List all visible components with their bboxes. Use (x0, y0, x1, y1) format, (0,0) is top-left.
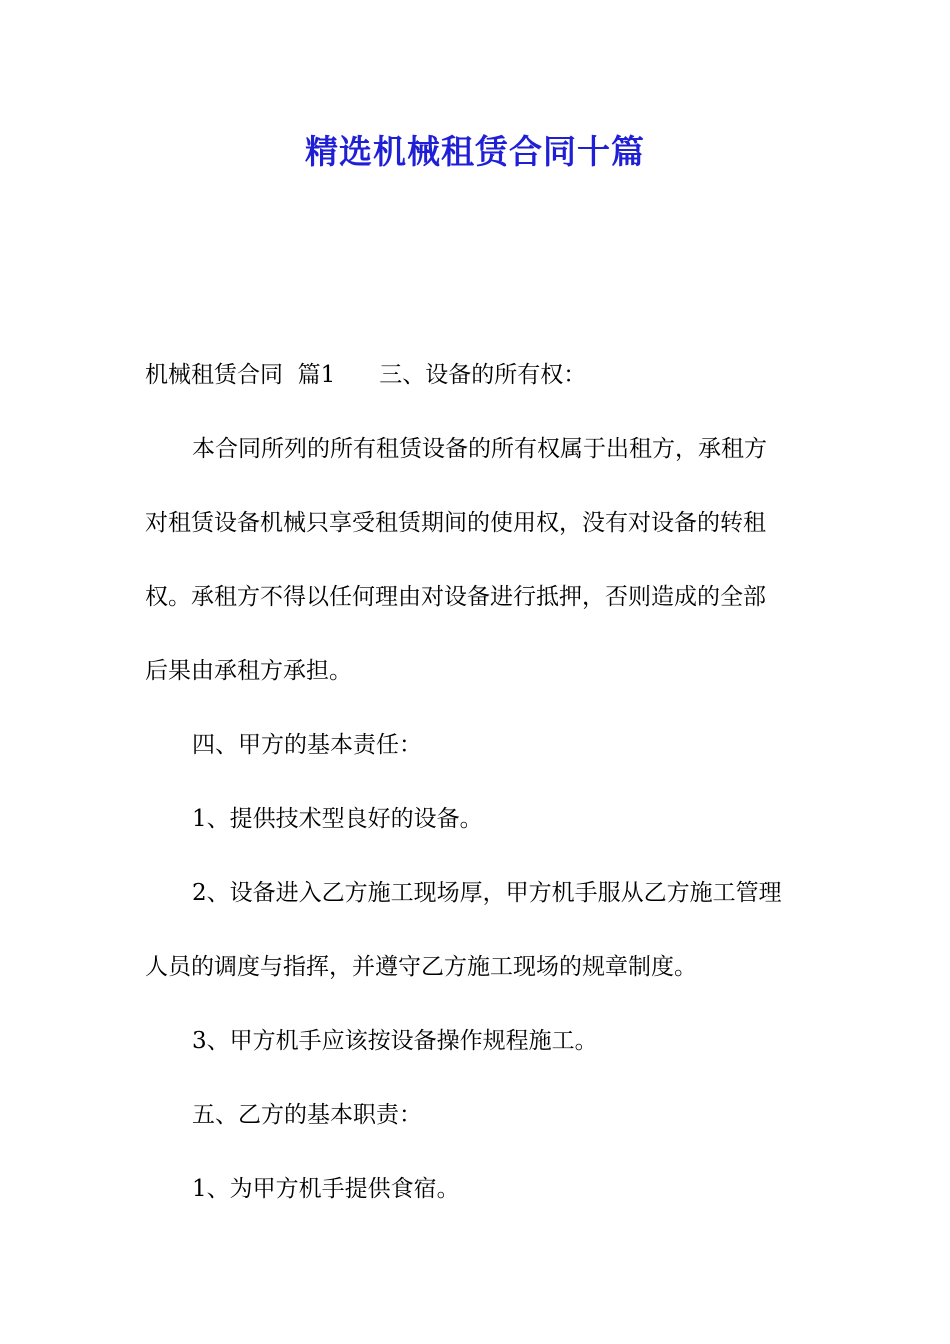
section-heading: 五、乙方的基本职责： (192, 1102, 422, 1128)
list-item: 1、提供技术型良好的设备。 (192, 806, 483, 832)
heading-line (145, 338, 810, 412)
document-title: 精选机械租赁合同十篇 (305, 132, 645, 171)
paragraph-line: 人员的调度与指挥，并遵守乙方施工现场的规章制度。 (145, 954, 697, 980)
list-item: 1、为甲方机手提供食宿。 (192, 1176, 460, 1202)
part-label: 机械租赁合同 篇1 (145, 362, 336, 388)
paragraph-line: 对租赁设备机械只享受租赁期间的使用权，没有对设备的转租 (145, 510, 766, 536)
paragraph-line: 权。承租方不得以任何理由对设备进行抵押，否则造成的全部 (145, 584, 766, 610)
section-heading: 三、设备的所有权： (379, 362, 587, 388)
list-item: 3、甲方机手应该按设备操作规程施工。 (192, 1028, 598, 1054)
paragraph-line: 后果由承租方承担。 (145, 658, 352, 684)
section-heading: 四、甲方的基本责任： (192, 732, 422, 758)
list-item: 2、设备进入乙方施工现场厚，甲方机手服从乙方施工管理 (192, 880, 782, 906)
document-body (145, 338, 810, 1226)
paragraph-line: 本合同所列的所有租赁设备的所有权属于出租方，承租方 (192, 436, 767, 462)
